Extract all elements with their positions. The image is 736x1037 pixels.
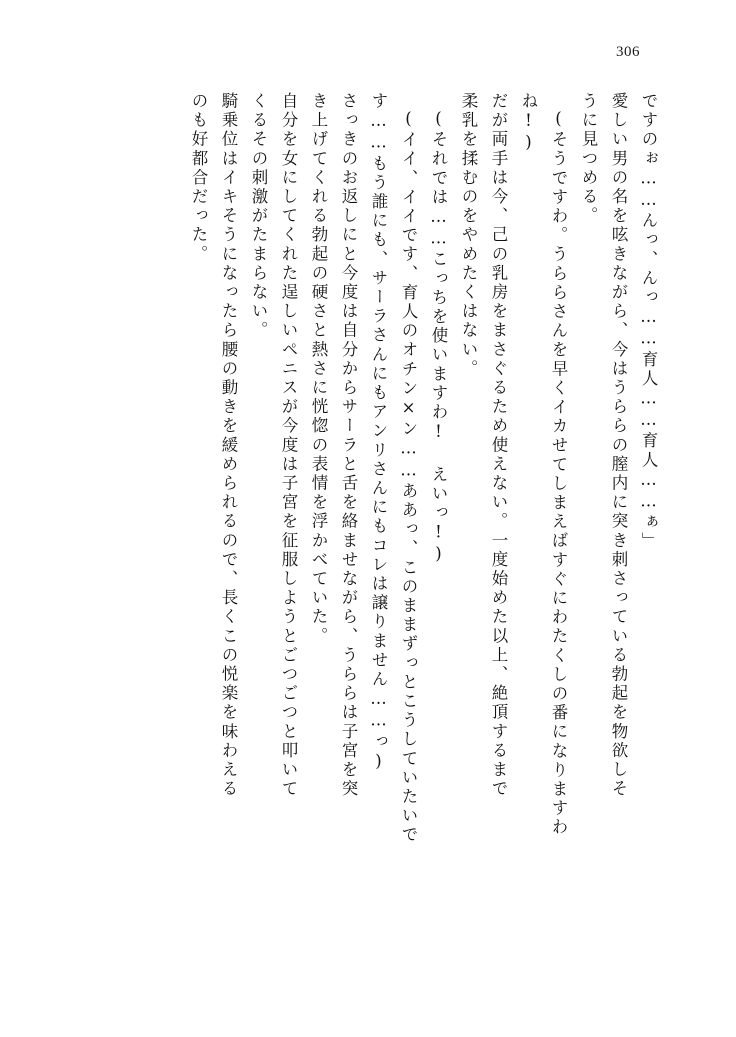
text-line: さっきのお返しにと今度は自分からサーラと舌を絡ませながら、うららは子宮を突 xyxy=(339,92,358,799)
text-line: 騎乗位はイキそうになったら腰の動きを緩められるので、長くこの悦楽を味わえる xyxy=(219,92,238,799)
text-line: ですのぉ……んっ、んっ……育人……育人……ぁ」 xyxy=(639,92,658,552)
text-line: ね!) xyxy=(519,92,538,155)
text-line: だが両手は今、己の乳房をまさぐるため使えない。一度始めた以上、絶頂するまで xyxy=(489,92,508,799)
text-line: 自分を女にしてくれた逞しいペニスが今度は子宮を征服しようとごつごつと叩いて xyxy=(279,92,298,799)
text-line: き上げてくれる勃起の硬さと熱さに恍惚の表情を浮かべていた。 xyxy=(309,92,328,646)
page-text-body xyxy=(80,92,656,967)
page-number: 306 xyxy=(616,44,640,60)
text-line: くるその刺激がたまらない。 xyxy=(249,92,268,341)
text-line: (イイ、イイです、育人のオチン×ン……ああっ、このままずっとこうしていたいで xyxy=(399,109,418,845)
text-line: 愛しい男の名を呟きながら、今はうららの膣内に突き刺さっている勃起を物欲しそ xyxy=(609,92,628,799)
text-line: のも好都合だった。 xyxy=(189,92,208,264)
text-line: 柔乳を揉むのをやめたくはない。 xyxy=(459,92,478,379)
text-line: (それでは……こっちを使いますわ! えいっ!) xyxy=(429,109,448,566)
text-line: うに見つめる。 xyxy=(579,92,598,226)
text-line: (そうですわ。うららさんを早くイカせてしまえばすぐにわたくしの番になりますわ xyxy=(549,109,568,838)
text-line: す……もう誰にも、サーラさんにもアンリさんにもコレは譲りません……っ) xyxy=(369,92,388,773)
